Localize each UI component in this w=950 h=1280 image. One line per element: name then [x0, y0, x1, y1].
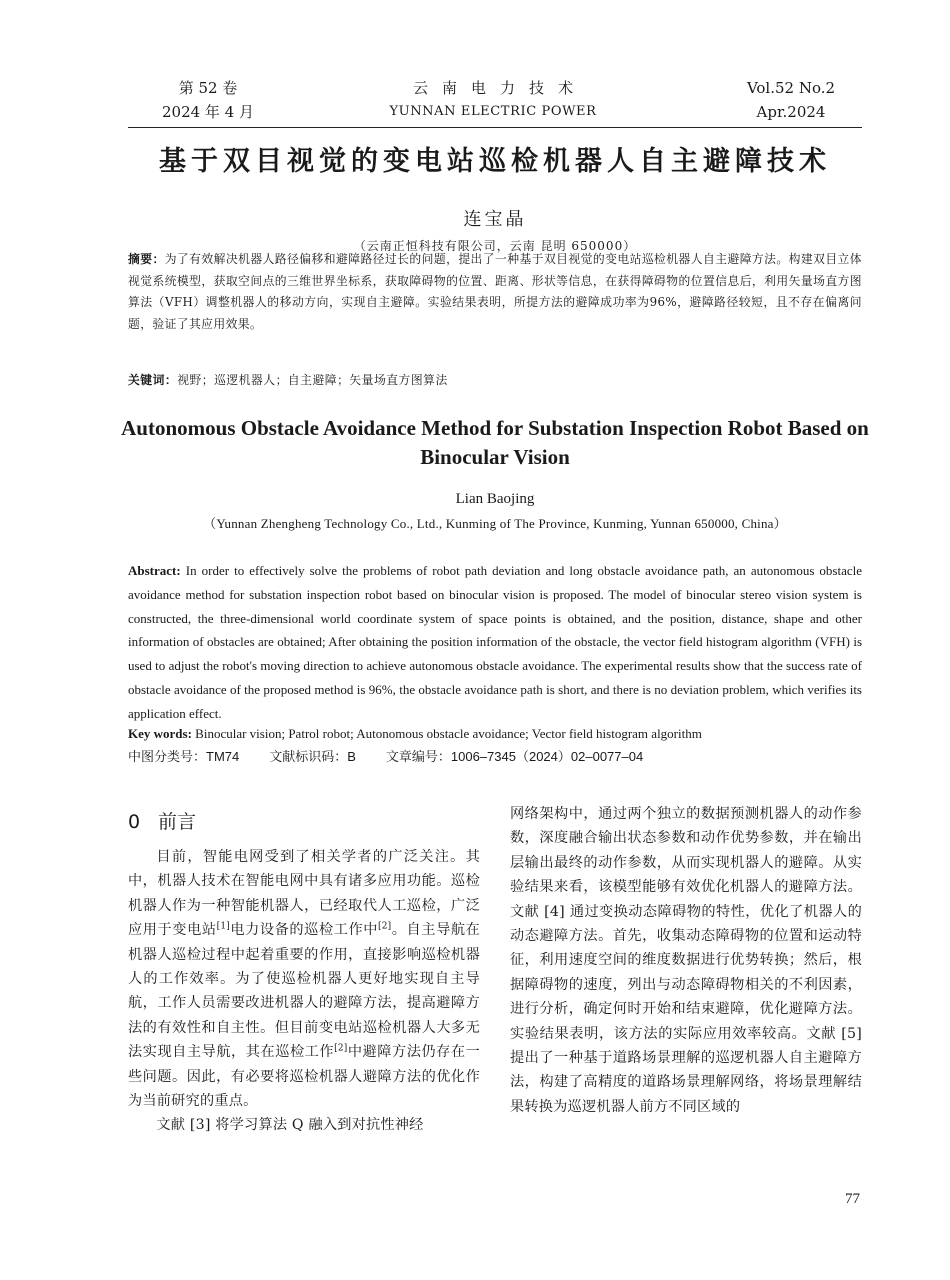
text-run: 中避障方法仍存在一些问题。因此，有必要将巡检机器人避障方法的优化作为当前研究的重点。	[128, 1044, 480, 1110]
body-paragraph	[128, 845, 480, 1113]
header-volume-cn: 第 52 卷	[178, 79, 238, 97]
citation-ref: [1]	[216, 921, 230, 932]
citation-ref: [2]	[334, 1043, 348, 1054]
header-date-en: Apr.2024	[756, 103, 826, 121]
paper-title-en: Autonomous Obstacle Avoidance Method for Substation Inspection Robot Based on Binocular Vision	[121, 416, 869, 469]
abstract-en-label: Abstract:	[128, 563, 181, 578]
body-column-left	[128, 845, 480, 1138]
abstract-cn-label: 摘要：	[128, 252, 165, 266]
section-heading-0	[128, 808, 488, 836]
abstract-cn-text: 为了有效解决机器人路径偏移和避障路径过长的问题，提出了一种基于双目视觉的变电站巡检机器人自主避障方法。构建双目立体视觉系统模型，获取空间点的三维世界坐标系，获取障碍物的位置、距离、形状等信息，在获得障碍物的位置信息后，利用矢量场直方图算法（VFH）调整机器人的移动方向，实现自主避障。实验结果表明，所提方法的避障成功率为96%，避障路径较短，且不存在偏离问题，验证了其应用效果。	[128, 252, 862, 331]
affiliation-en: （Yunnan Zhengheng Technology Co., Ltd., Kunming of The Province, Kunming, Yunnan 650000, China）	[203, 516, 787, 531]
paper-title-cn: 基于双目视觉的变电站巡检机器人自主避障技术	[159, 146, 831, 177]
author-cn: 连宝晶	[463, 209, 527, 230]
document-code: 文献标识码：B	[269, 749, 356, 764]
abstract-en	[128, 559, 862, 726]
abstract-en-text: In order to effectively solve the problems of robot path deviation and long obstacle avoidance path, an autonomous obstacle avoidance method for substation inspection robot based on binocular vision is proposed. The model of binocular stereo vision system is constructed, the three-dimensional world coordinate system of space points is obtained, and the position, distance, shape and other information of obstacles are obtained; After obtaining the position information of the obstacle, the vector field histogram algorithm (VFH) is used to adjust the robot's moving direction to achieve autonomous obstacle avoidance. The experimental results show that the success rate of obstacle avoidance of the proposed method is 96%, the obstacle avoidance path is short, and there is no deviation problem, which verifies its application effect.	[128, 563, 863, 721]
keywords-cn-text: 视野；巡逻机器人；自主避障；矢量场直方图算法	[177, 373, 448, 387]
section-number: 0	[128, 811, 141, 833]
affiliation-cn: （云南正恒科技有限公司，云南 昆明 650000）	[353, 239, 637, 253]
keywords-cn	[128, 370, 862, 390]
page-number: 77	[845, 1191, 860, 1207]
running-header	[128, 76, 862, 126]
text-run: 。自主导航在机器人巡检过程中起着重要的作用，直接影响巡检机器人的工作效率。为了使巡检机器人更好地实现自主导航，工作人员需要改进机器人的避障方法，提高避障方法的有效性和自主性。但目前变电站巡检机器人大多无法实现自主导航，其在巡检工作	[128, 922, 480, 1061]
header-journal-en: YUNNAN ELECTRIC POWER	[389, 104, 597, 119]
text-run: 电力设备的巡检工作中	[229, 922, 379, 939]
body-paragraph: 网络架构中，通过两个独立的数据预测机器人的动作参数，深度融合输出状态参数和动作优势参数，并在输出层输出最终的动作参数，从而实现机器人的避障。从实验结果来看，该模型能够有效优化机器人的避障方法。文献 [4] 通过变换动态障碍物的特性，优化了机器人的动态避障方法。首先，收集动态障碍物的位置和运动特征，利用速度空间的维度数据进行优势转换；然后，根据障碍物的速度，列出与动态障碍物相关的不利因素，进行分析，确定何时开始和结束避障，优化避障方法。实验结果表明，该方法的实际应用效率较高。文献 [5] 提出了一种基于道路场景理解的巡逻机器人自主避障方法，构建了高精度的道路场景理解网络，将场景理解结果转换为巡逻机器人前方不同区域的	[510, 806, 862, 1115]
keywords-cn-label: 关键词：	[128, 373, 178, 387]
header-right	[736, 76, 846, 124]
body-paragraph: 文献 [3] 将学习算法 Q 融入到对抗性神经	[156, 1117, 424, 1134]
header-journal-cn: 云南电力技术	[412, 79, 587, 97]
citation-ref: [2]	[378, 921, 392, 932]
header-volume-en: Vol.52 No.2	[746, 79, 836, 97]
keywords-en-text: Binocular vision; Patrol robot; Autonomous obstacle avoidance; Vector field histogram algorithm	[195, 726, 702, 741]
header-date-cn: 2024 年 4 月	[161, 103, 255, 121]
section-title: 前言	[158, 811, 197, 833]
text-run: 目前，智能电网受到了相关学者的广泛关注。其中，机器人技术在智能电网中具有诸多应用功能。巡检机器人作为一种智能机器人，已经取代人工巡检，广泛应用于变电站	[128, 849, 480, 939]
article-number: 文章编号：1006–7345（2024）02–0077–04	[385, 749, 644, 764]
clc-number: 中图分类号：TM74	[128, 749, 240, 764]
author-en: Lian Baojing	[455, 491, 535, 507]
keywords-en-label: Key words:	[128, 726, 192, 741]
classification-line	[128, 746, 862, 768]
keywords-en	[128, 723, 862, 745]
header-center	[358, 76, 628, 124]
abstract-cn	[128, 249, 862, 335]
body-column-right	[510, 802, 862, 1119]
header-rule	[128, 127, 862, 128]
header-left	[148, 76, 268, 124]
